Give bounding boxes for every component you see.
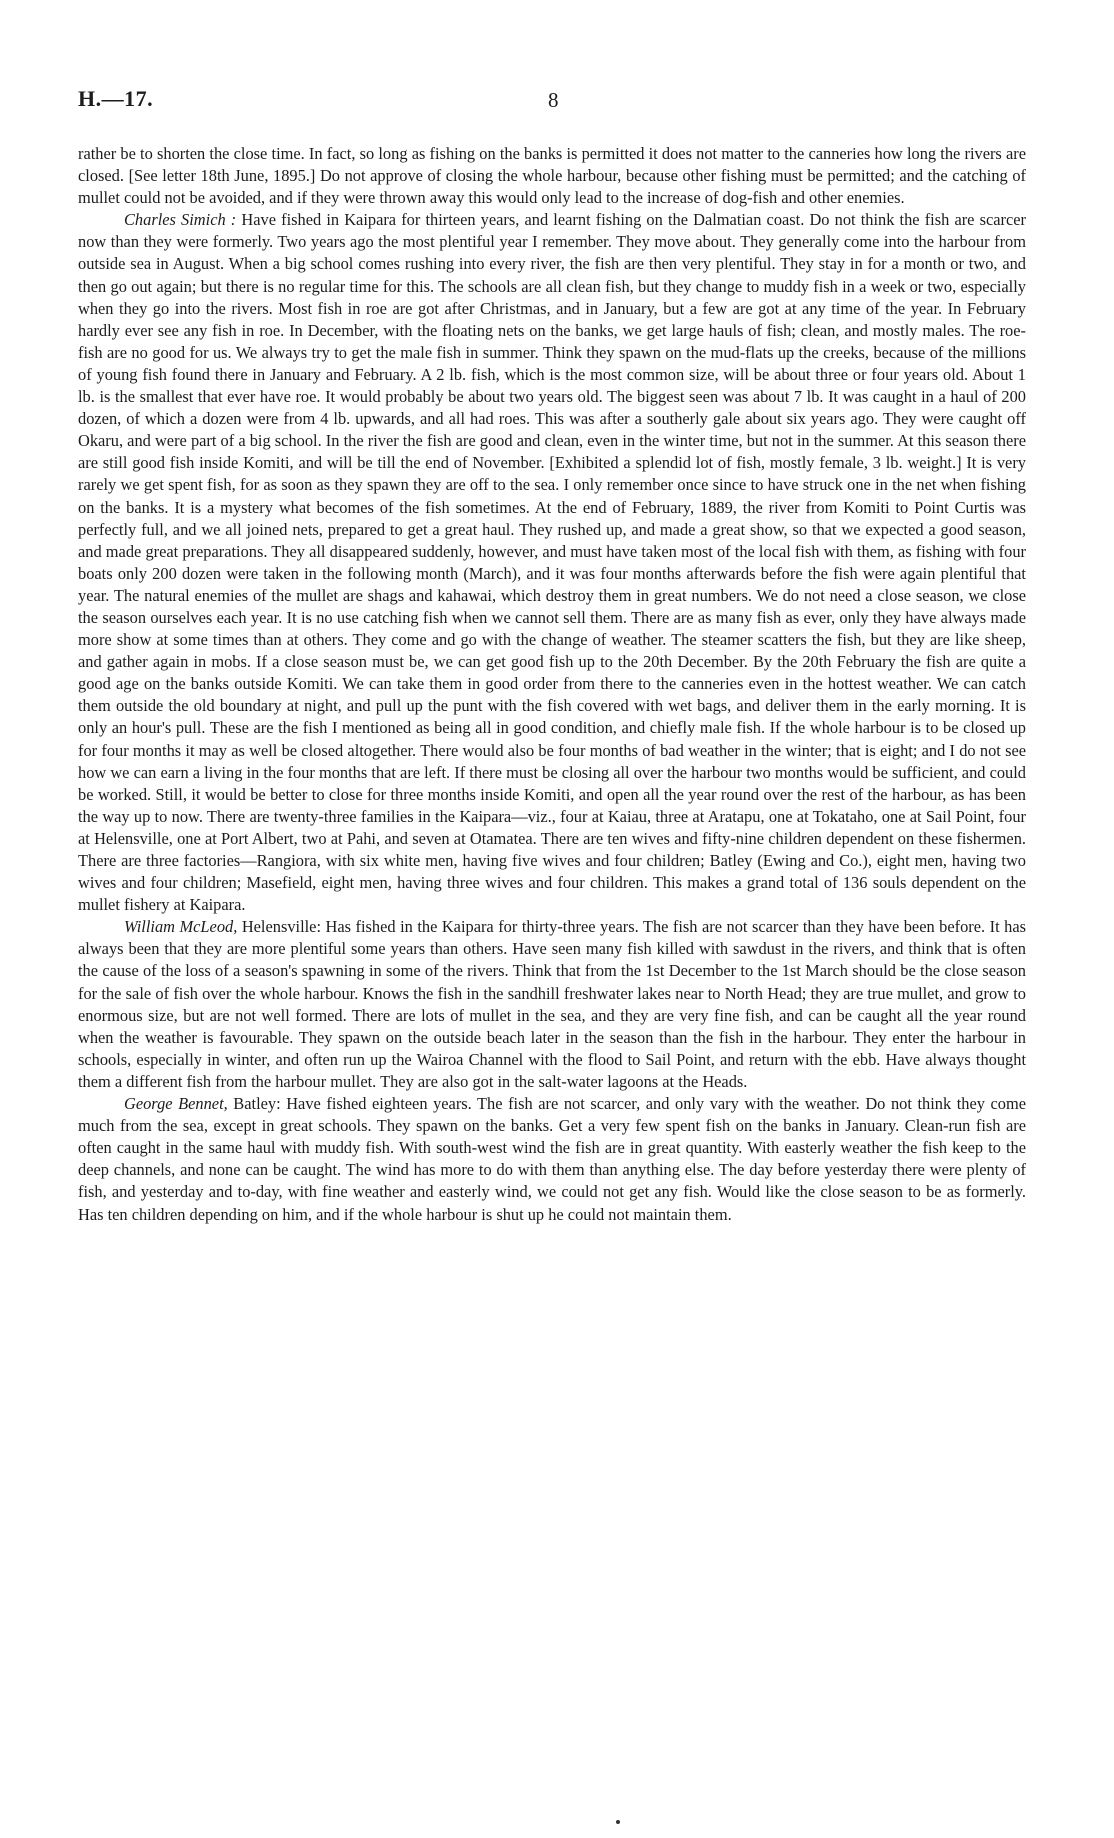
paragraph-continued (78, 143, 1026, 209)
speaker-name: William McLeod, (124, 917, 238, 937)
page-number: 8 (548, 88, 559, 112)
footer-dot (616, 1820, 620, 1824)
paragraph-text: Helensville: Has fished in the Kaipara for thirty-three years. The fish are not scarcer than they have been before. It has always been that they are more plentiful some years than others. Have seen many fish killed with sawdust in the rivers, and think that is often the cause of the loss of a season's spawning in some of the rivers. Think that from the 1st December to the 1st March should be the close season for the sale of fish over the whole harbour. Knows the fish in the sandhill freshwater lakes near to North Head; they are true mullet, and grow to enormous size, but are not well formed. There are lots of mullet in the sea, and they are very fine fish, and can be caught all the year round when the weather is favourable. They spawn on the outside beach later in the season than the fish in the harbour. They enter the harbour in schools, especially in winter, and often run up the Wairoa Channel with the flood to Sail Point, and return with the ebb. Have always thought them a different fish from the harbour mullet. They are also got in the salt-water lagoons at the Heads. (78, 917, 1026, 1091)
speaker-name: George Bennet, (124, 1094, 228, 1114)
body-text (78, 143, 1026, 1226)
paragraph-text: Batley: Have fished eighteen years. The fish are not scarcer, and only vary with the weather. Do not think they come much from the sea, except in great schools. They spawn on the banks. Get a very few spent fish on the banks in January. Clean-run fish are often caught in the same haul with muddy fish. With south-west wind the fish are in great quantity. With easterly weather the fish keep to the deep channels, and none can be caught. The wind has more to do with them than anything else. The day before yesterday there were plenty of fish, and yesterday and to-day, with fine weather and easterly wind, we could not get any fish. Would like the close season to be as formerly. Has ten children depending on him, and if the whole harbour is shut up he could not maintain them. (78, 1094, 1027, 1224)
paragraph-text: Have fished in Kaipara for thirteen years, and learnt fishing on the Dalmatian coast. Do not think the fish are scarcer now than they were formerly. Two years ago the most plentiful year I remember. They move about. They generally come into the harbour from outside sea in August. When a big school comes rushing into every river, the fish are then very plentiful. They stay in for a month or two, and then go out again; but there is no regular time for this. The schools are all clean fish, but they change to muddy fish in a week or two, especially when they go into the rivers. Most fish in roe are got after Christmas, and in January, but a few are got at any time of the year. In February hardly ever see any fish in roe. In December, with the floating nets on the banks, we get large hauls of fish; clean, and mostly males. The roe-fish are no good for us. We always try to get the male fish in summer. Think they spawn on the mud-flats up the creeks, because of the millions of young fish found there in January and February. A 2 lb. fish, which is the most common size, will be about three or four years old. About 1 lb. is the smallest that ever have roe. It would probably be about two years old. The biggest seen was about 7 lb. It was caught in a haul of 200 dozen, of which a dozen were from 4 lb. upwards, and all had roes. This was after a southerly gale about six years ago. They were caught off Okaru, and were part of a big school. In the river the fish are good and clean, even in the winter time, but not in the summer. At this season there are still good fish inside Komiti, and will be till the end of November. [Exhibited a splendid lot of fish, mostly female, 3 lb. weight.] It is very rarely we get spent fish, for as soon as they spawn they are off to the sea. I only remember once since to have struck one in the net when fishing on the banks. It is a mystery what becomes of the fish sometimes. At the end of February, 1889, the river from Komiti to Point Curtis was perfectly full, and we all joined nets, prepared to get a great haul. They rushed up, and made a great show, so that we expected a good season, and made great preparations. They all disappeared suddenly, however, and must have taken most of the local fish with them, as fishing with four boats only 200 dozen were taken in the following month (March), and it was four months afterwards before the fish were again plentiful that year. The natural enemies of the mullet are shags and kahawai, which destroy them in great numbers. We do not need a close season, we close the season ourselves each year. It is no use catching fish when we cannot sell them. There are as many fish as ever, only they have always made more show at some times than at others. They come and go with the change of weather. The steamer scatters the fish, but they are like sheep, and gather again in mobs. If a close season must be, we can get good fish up to the 20th December. By the 20th February the fish are quite a good age on the banks outside Komiti. We can take them in good order from there to the canneries even in the hottest weather. We can catch them outside the old boundary at night, and pull up the punt with the fish covered with wet bags, and deliver them in the early morning. It is only an hour's pull. These are the fish I mentioned as being all in good condition, and chiefly male fish. If the whole harbour is to be closed up for four months it may as well be closed altogether. There would also be four months of bad weather in the winter; that is eight; and I do not see how we can earn a living in the four months that are left. If there must be closing all over the harbour two months would be sufficient, and could be worked. Still, it would be better to close for three months inside Komiti, and open all the year round over the rest of the harbour, as has been the way up to now. There are twenty-three families in the Kaipara—viz., four at Kaiau, three at Aratapu, one at Tokataho, one at Sail Point, four at Helensville, one at Port Albert, two at Pahi, and seven at Otamatea. There are ten wives and fifty-nine children dependent on these fishermen. There are three factories—Rangiora, with six white men, having five wives and four children; Batley (Ewing and Co.), eight men, having two wives and four children; Masefield, eight men, having three wives and four children. This makes a grand total of 136 souls dependent on the mullet fishery at Kaipara. (78, 210, 1026, 915)
paragraph-charles-simich (78, 209, 1026, 916)
paragraph-george-bennet (78, 1093, 1026, 1226)
page-header (78, 86, 1026, 122)
speaker-name: Charles Simich : (124, 210, 237, 230)
document-reference: H.—17. (78, 86, 154, 111)
paragraph-text: rather be to shorten the close time. In fact, so long as fishing on the banks is permitted it does not matter to the canneries how long the rivers are closed. [See letter 18th June, 1895.] Do not approve of closing the whole harbour, because other fishing must be permitted; and the catching of mullet could not be avoided, and if they were thrown away this would only lead to the increase of dog-fish and other enemies. (78, 144, 1026, 208)
paragraph-william-mcleod (78, 916, 1026, 1093)
